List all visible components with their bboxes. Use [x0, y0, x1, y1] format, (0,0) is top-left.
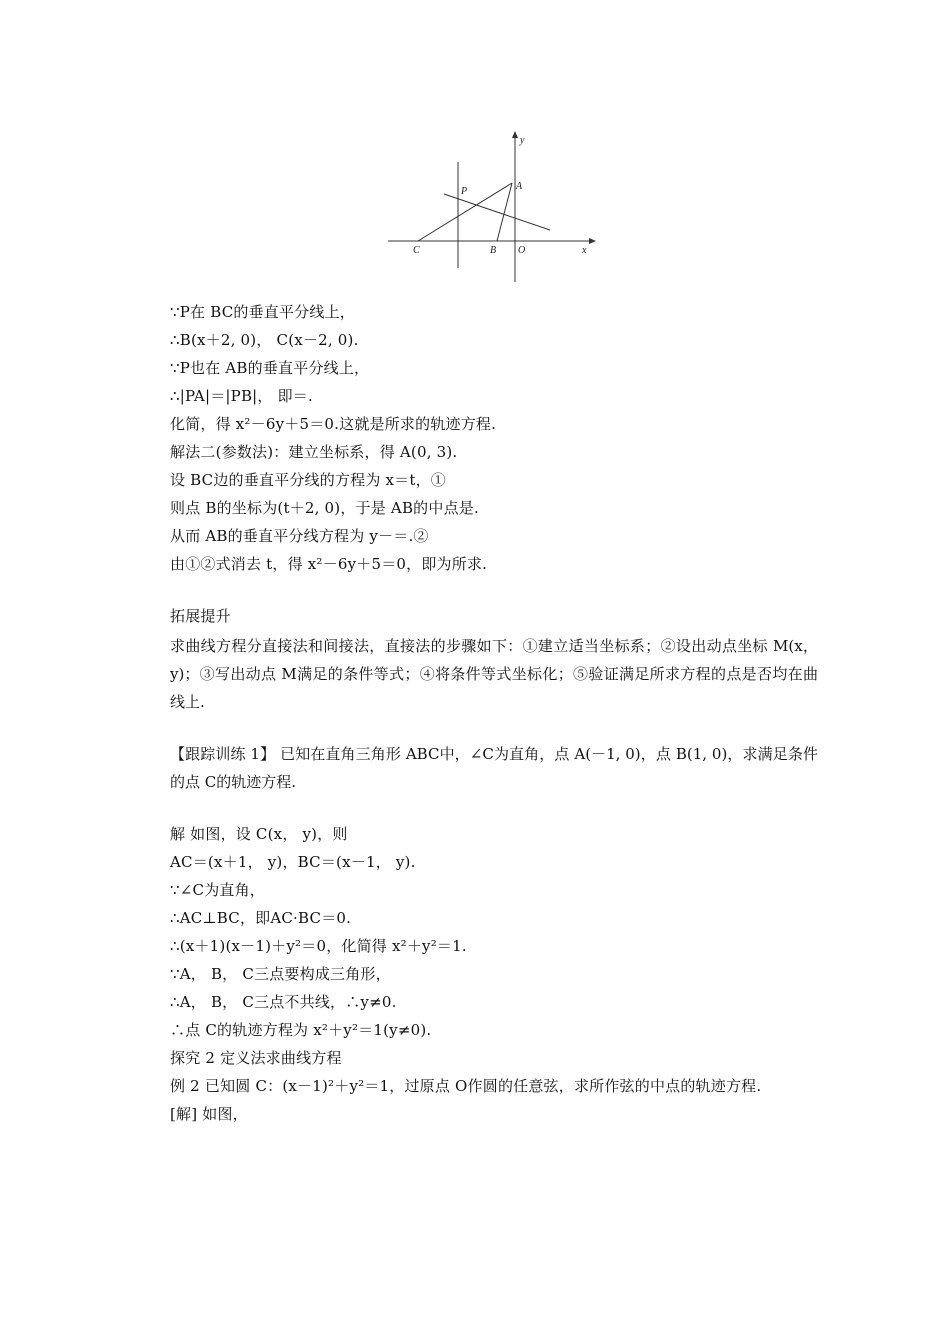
- y-axis-arrow: [512, 131, 518, 138]
- label-x: x: [582, 245, 587, 256]
- expand-paragraph: 求曲线方程分直接法和间接法，直接法的步骤如下：①建立适当坐标系；②设出动点坐标 M(x， y)；③写出动点 M满足的条件等式；④将条件等式坐标化；⑤验证满足所求方程的点是否均在曲线上.: [170, 637, 818, 711]
- text-line: 则点 B的坐标为(t＋2, 0)，于是 AB的中点是.: [170, 499, 479, 517]
- solution-line: ∵∠C为直角，: [170, 881, 265, 899]
- segment-ba: [497, 183, 512, 241]
- text-line: 解法二(参数法)：建立坐标系，得 A(0, 3).: [170, 443, 458, 461]
- text-line: 由①②式消去 t，得 x²－6y＋5＝0，即为所求.: [170, 555, 488, 573]
- solution-line: ∴AC⊥BC，即AC·BC＝0.: [170, 909, 352, 927]
- label-p: P: [461, 186, 468, 197]
- figure-svg: [386, 126, 600, 288]
- solution-line: ∴A， B， C三点不共线，∴y≠0.: [170, 993, 397, 1011]
- coordinate-figure: [386, 126, 600, 288]
- explore-heading: 探究 2 定义法求曲线方程: [170, 1049, 342, 1067]
- text-line: ∴|PA|＝|PB|， 即＝.: [170, 387, 313, 405]
- solution-line: 解 如图，设 C(x， y)，则: [170, 825, 348, 843]
- label-c: C: [413, 245, 420, 256]
- solution-line: AC＝(x＋1， y)，BC＝(x－1， y).: [170, 853, 416, 871]
- text-line: 设 BC边的垂直平分线的方程为 x＝t，①: [170, 471, 447, 489]
- example-line: 例 2 已知圆 C：(x－1)²＋y²＝1，过原点 O作圆的任意弦，求所作弦的中点的轨迹方程.: [170, 1077, 762, 1095]
- label-o: O: [518, 245, 526, 256]
- text-line: 从而 AB的垂直平分线方程为 y－＝.②: [170, 527, 429, 545]
- text-line: ∵P在 BC的垂直平分线上，: [170, 303, 355, 321]
- label-y: y: [520, 135, 525, 146]
- x-axis-arrow: [589, 238, 596, 244]
- section-heading: 拓展提升: [170, 607, 231, 625]
- text-line: 化简，得 x²－6y＋5＝0.这就是所求的轨迹方程.: [170, 415, 497, 433]
- label-a: A: [516, 181, 523, 192]
- text-line: ∴B(x＋2, 0)， C(x－2, 0).: [170, 331, 359, 349]
- solution-line: ∵A， B， C三点要构成三角形，: [170, 965, 391, 983]
- solution-line: ∴点 C的轨迹方程为 x²＋y²＝1(y≠0).: [170, 1021, 432, 1039]
- text-line: ∵P也在 AB的垂直平分线上，: [170, 359, 370, 377]
- label-b: B: [490, 245, 497, 256]
- solution-start-line: [解] 如图，: [170, 1105, 248, 1123]
- perpendicular-bisector-ab: [444, 194, 550, 230]
- exercise-paragraph: 【跟踪训练 1】 已知在直角三角形 ABC中，∠C为直角，点 A(－1, 0)，点 B(1, 0)，求满足条件的点 C的轨迹方程.: [170, 745, 818, 791]
- solution-line: ∴(x＋1)(x－1)＋y²＝0，化简得 x²＋y²＝1.: [170, 937, 467, 955]
